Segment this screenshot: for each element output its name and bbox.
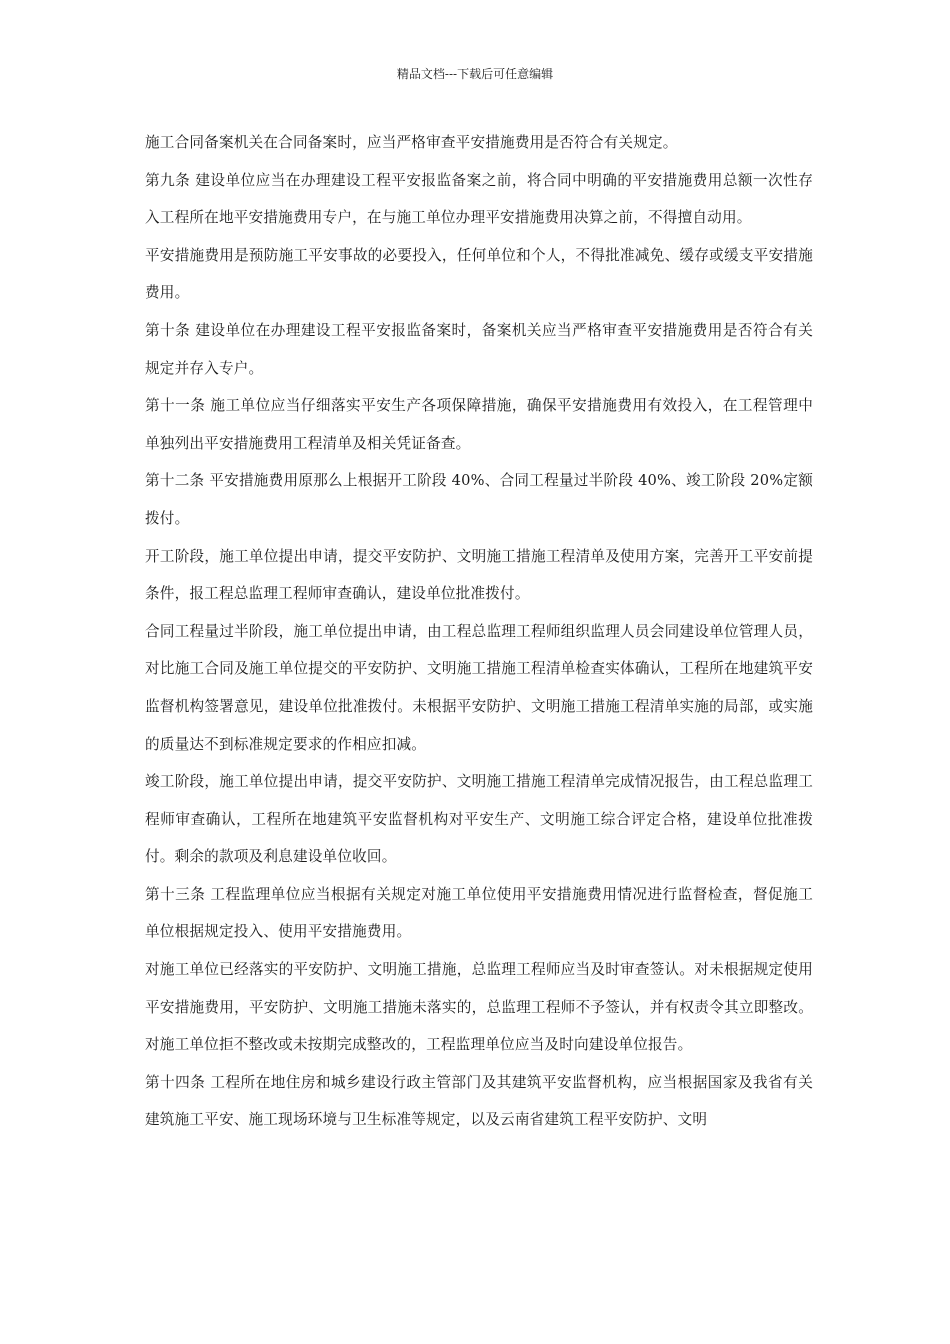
paragraph-1: 施工合同备案机关在合同备案时，应当严格审查平安措施费用是否符合有关规定。 <box>145 134 678 151</box>
document-body <box>145 124 813 1139</box>
paragraph-4: 第十条 建设单位在办理建设工程平安报监备案时，备案机关应当严格审查平安措施费用是否符合有关规定并存入专户。 <box>145 321 813 377</box>
paragraph-3: 平安措施费用是预防施工平安事故的必要投入，任何单位和个人，不得批准减免、缓存或缓支平安措施费用。 <box>145 246 813 302</box>
paragraph-2: 第九条 建设单位应当在办理建设工程平安报监备案之前，将合同中明确的平安措施费用总额一次性存入工程所在地平安措施费用专户，在与施工单位办理平安措施费用决算之前，不得擅自动用。 <box>145 171 813 227</box>
paragraph-8: 合同工程量过半阶段，施工单位提出申请，由工程总监理工程师组织监理人员会同建设单位管理人员，对比施工合同及施工单位提交的平安防护、文明施工措施工程清单检查实体确认，工程所在地建筑平安监督机构签署意见，建设单位批准拨付。未根据平安防护、文明施工措施工程清单实施的局部，或实施的质量达不到标准规定要求的作相应扣减。 <box>145 622 813 753</box>
paragraph-7: 开工阶段，施工单位提出申请，提交平安防护、文明施工措施工程清单及使用方案，完善开工平安前提条件，报工程总监理工程师审查确认，建设单位批准拨付。 <box>145 547 813 603</box>
paragraph-6: 第十二条 平安措施费用原那么上根据开工阶段 40%、合同工程量过半阶段 40%、竣工阶段 20%定额拨付。 <box>145 472 813 527</box>
page-header: 精品文档---下载后可任意编辑 <box>396 67 554 81</box>
paragraph-9: 竣工阶段，施工单位提出申请，提交平安防护、文明施工措施工程清单完成情况报告，由工程总监理工程师审查确认，工程所在地建筑平安监督机构对平安生产、文明施工综合评定合格，建设单位批准拨付。剩余的款项及利息建设单位收回。 <box>145 773 813 866</box>
paragraph-12: 第十四条 工程所在地住房和城乡建设行政主管部门及其建筑平安监督机构，应当根据国家及我省有关建筑施工平安、施工现场环境与卫生标准等规定，以及云南省建筑工程平安防护、文明 <box>145 1073 813 1129</box>
paragraph-10: 第十三条 工程监理单位应当根据有关规定对施工单位使用平安措施费用情况进行监督检查，督促施工单位根据规定投入、使用平安措施费用。 <box>145 885 813 941</box>
paragraph-11: 对施工单位已经落实的平安防护、文明施工措施，总监理工程师应当及时审查签认。对未根据规定使用平安措施费用，平安防护、文明施工措施未落实的，总监理工程师不予签认，并有权责令其立即整改。对施工单位拒不整改或未按期完成整改的，工程监理单位应当及时向建设单位报告。 <box>145 961 813 1054</box>
paragraph-5: 第十一条 施工单位应当仔细落实平安生产各项保障措施，确保平安措施费用有效投入，在工程管理中单独列出平安措施费用工程清单及相关凭证备查。 <box>145 397 813 452</box>
